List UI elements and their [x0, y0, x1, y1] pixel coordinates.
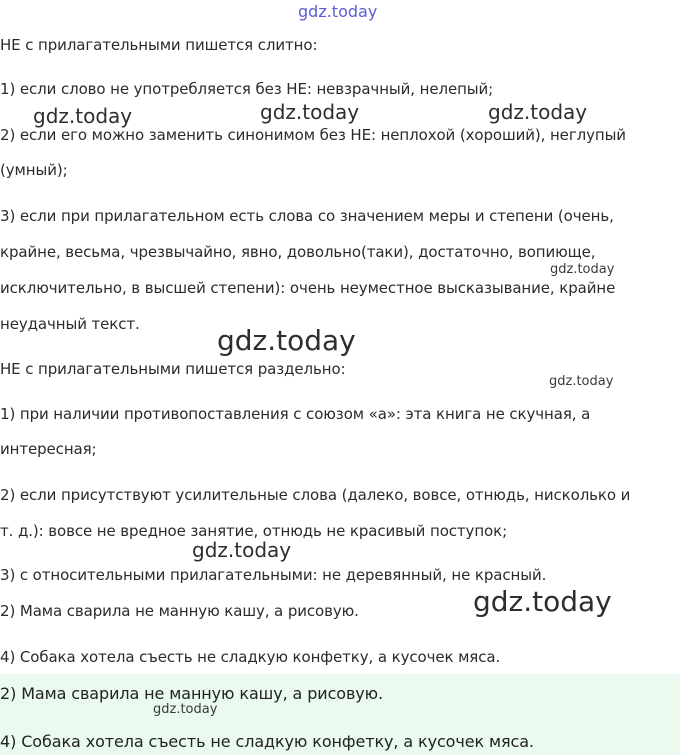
rule-together-item-3-cont-2: исключительно, в высшей степени): очень неуместное высказывание, крайне: [0, 279, 616, 297]
rule-separate-item-2-cont: т. д.): вовсе не вредное занятие, отнюдь не красивый поступок;: [0, 522, 508, 540]
example-4: 4) Собака хотела съесть не сладкую конфетку, а кусочек мяса.: [0, 648, 501, 666]
rule-separate-title: НЕ с прилагательными пишется раздельно:: [0, 360, 346, 378]
rule-together-item-1: 1) если слово не употребляется без НЕ: невзрачный, нелепый;: [0, 80, 494, 98]
answer-4: 4) Собака хотела съесть не сладкую конфетку, а кусочек мяса.: [0, 732, 534, 751]
watermark: gdz.today: [298, 2, 378, 21]
rule-separate-item-1: 1) при наличии противопоставления с союзом «а»: эта книга не скучная, а: [0, 405, 591, 423]
watermark: gdz.today: [153, 702, 218, 717]
rule-together-title: НЕ с прилагательными пишется слитно:: [0, 36, 318, 54]
watermark: gdz.today: [549, 374, 614, 389]
watermark: gdz.today: [260, 100, 360, 124]
watermark: gdz.today: [33, 104, 133, 128]
watermark: gdz.today: [217, 324, 356, 357]
answer-block: [0, 674, 680, 755]
watermark: gdz.today: [550, 262, 615, 277]
watermark: gdz.today: [473, 585, 612, 618]
rule-together-item-3: 3) если при прилагательном есть слова со значением меры и степени (очень,: [0, 207, 614, 225]
rule-together-item-2-cont: (умный);: [0, 161, 68, 179]
rule-together-item-3-cont-3: неудачный текст.: [0, 315, 140, 333]
rule-separate-item-1-cont: интересная;: [0, 440, 97, 458]
watermark: gdz.today: [488, 100, 588, 124]
rule-separate-item-2: 2) если присутствуют усилительные слова (далеко, вовсе, отнюдь, нисколько и: [0, 486, 631, 504]
rule-separate-item-3: 3) с относительными прилагательными: не деревянный, не красный.: [0, 566, 547, 584]
answer-2: 2) Мама сварила не манную кашу, а рисовую.: [0, 684, 384, 703]
rule-together-item-3-cont-1: крайне, весьма, чрезвычайно, явно, довольно(таки), достаточно, вопиюще,: [0, 243, 596, 261]
example-2: 2) Мама сварила не манную кашу, а рисовую.: [0, 602, 359, 620]
rule-together-item-2: 2) если его можно заменить синонимом без НЕ: неплохой (хороший), неглупый: [0, 126, 626, 144]
watermark: gdz.today: [192, 538, 292, 562]
